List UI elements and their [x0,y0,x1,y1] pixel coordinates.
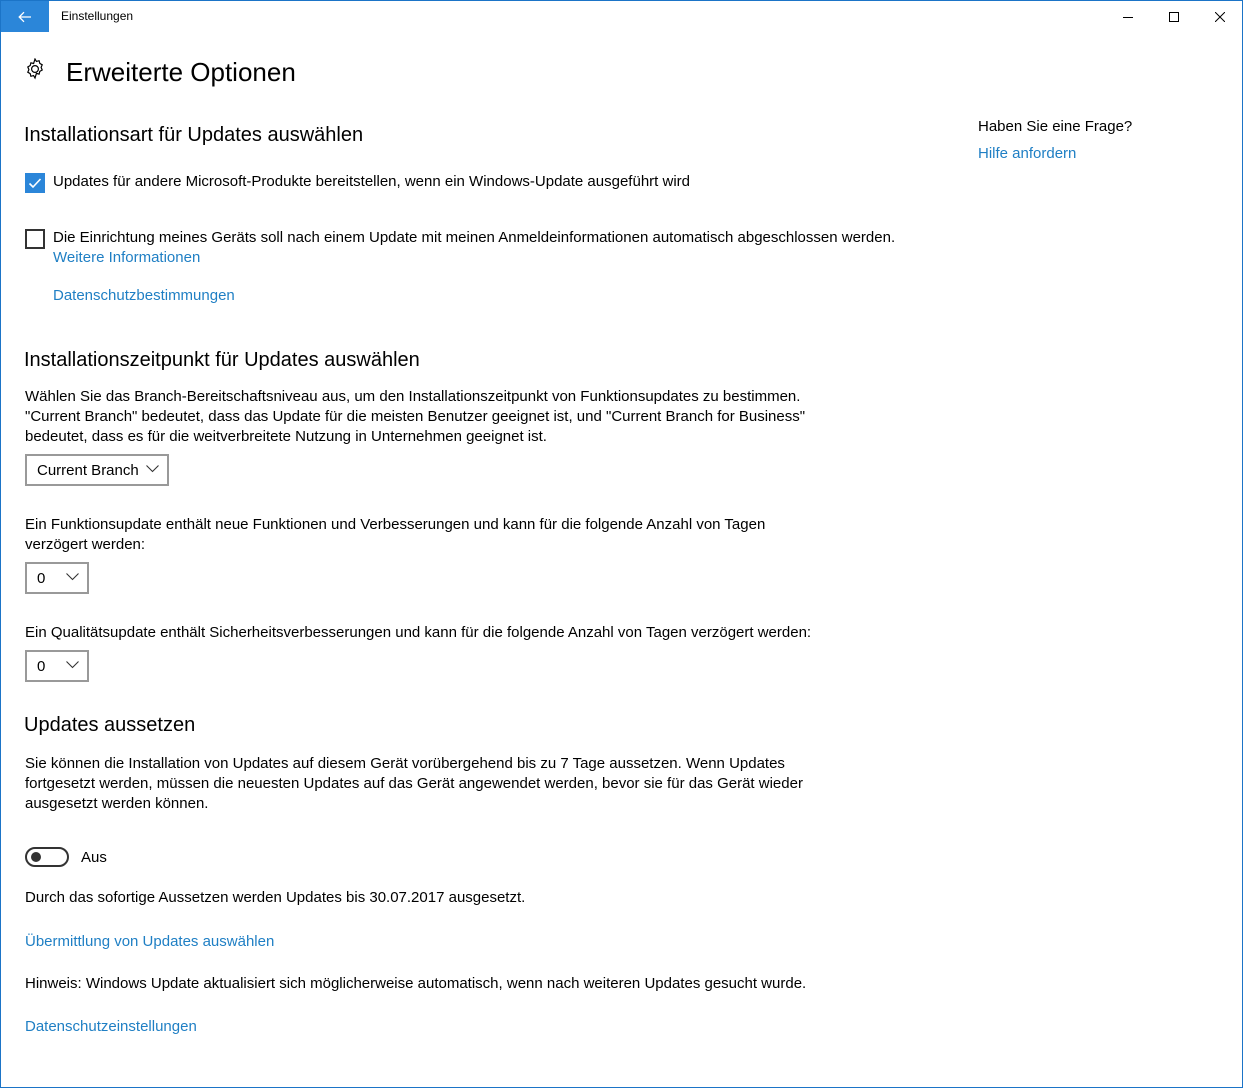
branch-description-line-2: "Current Branch" bedeutet, dass das Update für die meisten Benutzer geeignet ist, und "Current Branch for Business" [25,408,806,425]
feature-defer-value: 0 [37,569,46,587]
branch-description-line-3: bedeutet, dass es für die weitverbreitete Nutzung in Unternehmen geeignet ist. [25,428,547,445]
quality-defer-select[interactable] [25,650,89,682]
pause-info-text: Durch das sofortige Aussetzen werden Updates bis 30.07.2017 ausgesetzt. [25,889,526,906]
install-time-heading: Installationszeitpunkt für Updates auswählen [24,349,420,371]
chevron-down-icon [66,573,79,581]
title-bar [1,1,1242,32]
branch-description-line-1: Wählen Sie das Branch-Bereitschaftsniveau aus, um den Installationszeitpunkt von Funktionsupdates zu bestimmen. [25,388,801,405]
gear-icon [24,58,46,80]
pause-description-line-1: Sie können die Installation von Updates auf diesem Gerät vorübergehend bis zu 7 Tage aussetzen. Wenn Updates [25,755,785,772]
delivery-optimization-link[interactable]: Übermittlung von Updates auswählen [25,933,275,950]
more-info-link[interactable]: Weitere Informationen [53,249,201,266]
close-icon [1215,12,1225,22]
checkmark-icon [26,174,44,192]
pause-toggle-label: Aus [81,849,107,866]
get-help-link[interactable]: Hilfe anfordern [978,145,1077,162]
pause-heading: Updates aussetzen [24,714,196,736]
privacy-statement-link[interactable]: Datenschutzbestimmungen [53,287,235,304]
pause-description-line-2: fortgesetzt werden, müssen die neuesten Updates auf das Gerät angewendet werden, bevor sie für das Gerät wieder [25,775,803,792]
feature-defer-select[interactable] [25,562,89,594]
auto-setup-checkbox[interactable] [25,229,45,249]
minimize-button[interactable] [1105,1,1151,32]
maximize-button[interactable] [1151,1,1197,32]
help-question: Haben Sie eine Frage? [978,118,1133,135]
auto-setup-label[interactable]: Die Einrichtung meines Geräts soll nach einem Update mit meinen Anmeldeinformationen automatisch abgeschlossen werden. [53,229,896,246]
chevron-down-icon [146,465,159,473]
branch-select-value: Current Branch [37,461,139,479]
page-header [24,58,46,80]
pause-description-line-3: ausgesetzt werden können. [25,795,209,812]
pause-updates-toggle[interactable] [25,847,69,867]
close-button[interactable] [1197,1,1243,32]
ms-products-checkbox[interactable] [25,173,45,193]
maximize-icon [1169,12,1179,22]
quality-update-text: Ein Qualitätsupdate enthält Sicherheitsverbesserungen und kann für die folgende Anzahl von Tagen verzögert werden: [25,624,812,641]
window-title: Einstellungen [61,9,134,23]
branch-select[interactable] [25,454,169,486]
page-title: Erweiterte Optionen [66,57,296,87]
quality-defer-value: 0 [37,657,46,675]
toggle-knob [31,852,41,862]
feature-update-line-2: verzögert werden: [25,536,146,553]
back-arrow-icon [18,11,32,23]
feature-update-line-1: Ein Funktionsupdate enthält neue Funktionen und Verbesserungen und kann für die folgende Anzahl von Tagen [25,516,766,533]
privacy-settings-link[interactable]: Datenschutzeinstellungen [25,1018,197,1035]
chevron-down-icon [66,661,79,669]
back-button[interactable] [1,1,49,32]
ms-products-label[interactable]: Updates für andere Microsoft-Produkte bereitstellen, wenn ein Windows-Update ausgeführt wird [53,173,690,190]
minimize-icon [1123,12,1133,22]
windows-update-note: Hinweis: Windows Update aktualisiert sich möglicherweise automatisch, wenn nach weiteren Updates gesucht wurde. [25,975,807,992]
install-type-heading: Installationsart für Updates auswählen [24,124,364,146]
